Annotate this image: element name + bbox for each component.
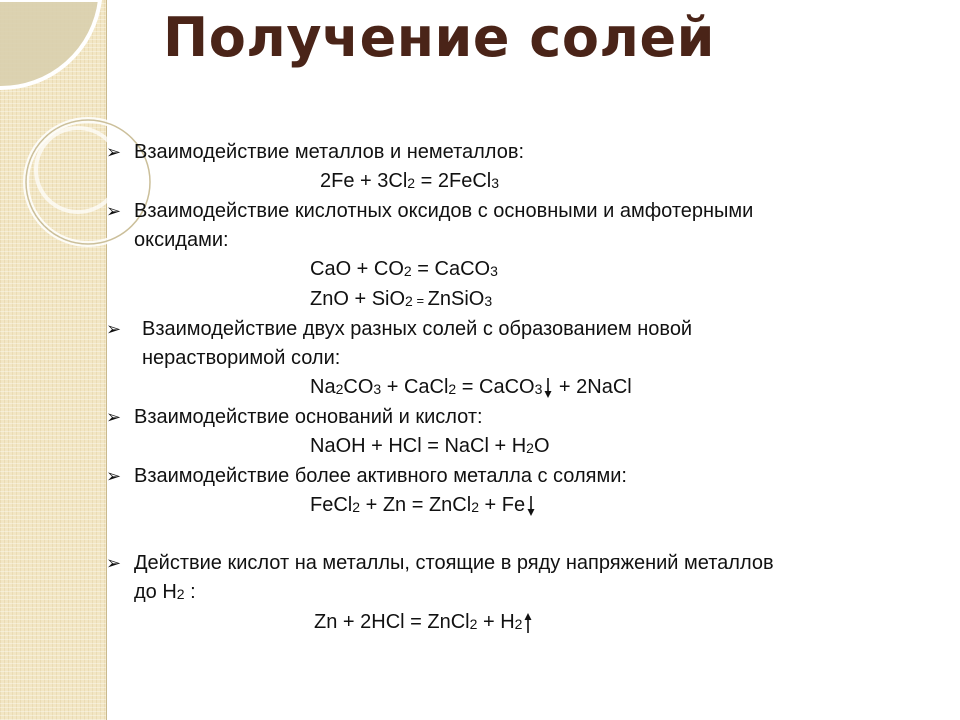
list-item-two-salts [104, 315, 924, 403]
list-item-bases-acids [104, 403, 924, 462]
arrowhead-bullet-icon: ➢ [106, 201, 122, 222]
equation-na2co3-cacl2: $Na_2CO_3$ + CaCl$_2$ = CaCO$_3$ + 2NaCl [310, 376, 632, 398]
arrowhead-bullet-icon: ➢ [106, 407, 122, 428]
item-description: Взаимодействие более активного металла с солями: [134, 465, 627, 487]
arrowhead-bullet-icon: ➢ [106, 553, 122, 574]
equation-zn-hcl: Zn + 2HCl = ZnCl$_2$ + $H_2$ [134, 608, 924, 638]
list-item-active-metal [104, 462, 924, 521]
equation-cao-co2: CaO + $CO_2$ = CaCO$_3$ [310, 258, 498, 280]
equation-naoh-hcl: NaOH + HCl = NaCl + $H_2O$ [310, 435, 550, 457]
precipitate-down-arrow-icon [543, 377, 553, 399]
slide-title: Получение солей [163, 6, 715, 69]
item-description-cont: оксидами: [134, 229, 229, 251]
item-description: Взаимодействие кислотных оксидов с основными и амфотерными [134, 200, 754, 222]
list-item-metals-nonmetals [104, 138, 924, 197]
equation-zno-sio2: ZnO + SiO$_2$ = ZnSiO$_3$ [310, 288, 493, 310]
list-item-acids-metals [104, 549, 924, 638]
list-item-oxides [104, 197, 924, 315]
item-description: Взаимодействие металлов и неметаллов: [134, 141, 525, 163]
arrowhead-bullet-icon: ➢ [106, 319, 122, 340]
gas-up-arrow-icon [523, 612, 533, 634]
equation-fe-cl: $2Fe + 3Cl_2$ = 2FeCl$_3$ [320, 170, 500, 192]
item-description: Взаимодействие оснований и кислот: [134, 406, 483, 428]
precipitate-down-arrow-icon [526, 495, 536, 517]
slide-content [104, 138, 924, 638]
item-description: Взаимодействие двух разных солей с образованием новой [142, 318, 693, 340]
arrowhead-bullet-icon: ➢ [106, 142, 122, 163]
arrowhead-bullet-icon: ➢ [106, 466, 122, 487]
spacer [104, 521, 924, 549]
item-description-cont: до $H_2$ : [134, 581, 196, 603]
equation-fecl2-zn: FeCl$_2$ + Zn = ZnCl$_2$ + Fe [134, 491, 924, 521]
item-description: Действие кислот на металлы, стоящие в ряду напряжений металлов [134, 552, 774, 574]
item-description-cont: нерастворимой соли: [142, 347, 341, 369]
